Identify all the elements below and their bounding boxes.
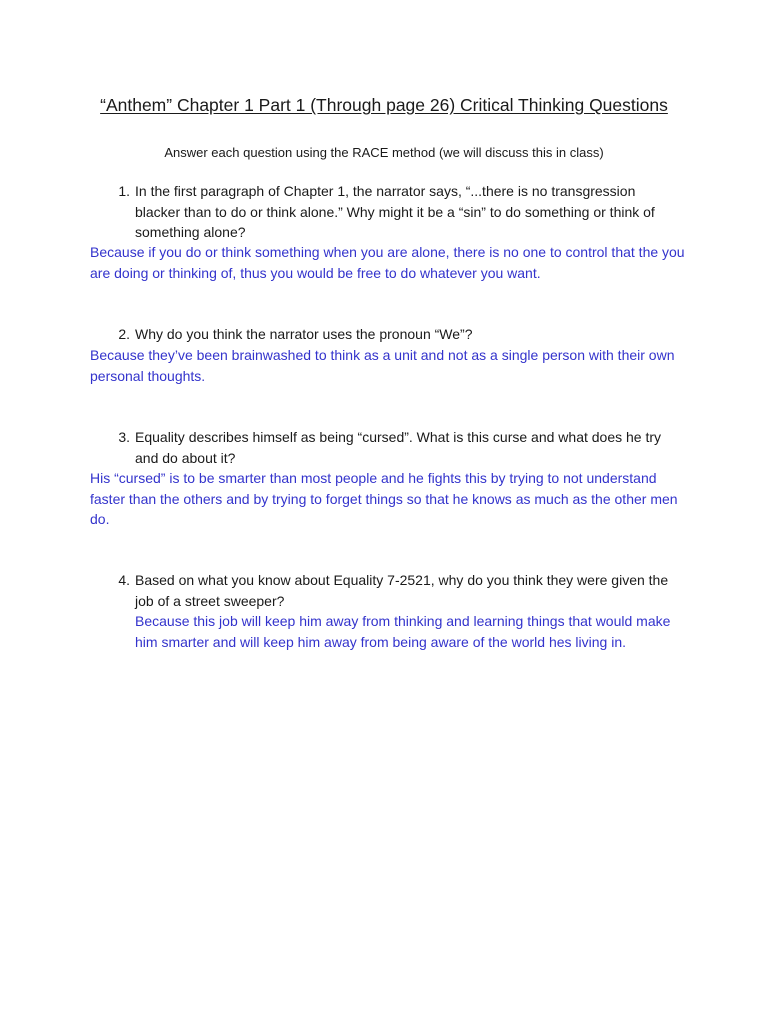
question-number: 1. (118, 183, 130, 199)
answer-4: Because this job will keep him away from thinking and learning things that would make him smarter and will keep him away from being aware of the world hes living in. (135, 613, 671, 650)
question-number: 2. (118, 326, 130, 342)
answer-1: Because if you do or think something when you are alone, there is no one to control that the you are doing or thinking of, thus you would be free to do whatever you want. (90, 244, 685, 281)
question-text: Why do you think the narrator uses the pronoun “We”? (135, 326, 473, 342)
question-4 (118, 570, 675, 611)
question-3 (118, 427, 675, 468)
page-title: “Anthem” Chapter 1 Part 1 (Through page 26) Critical Thinking Questions (100, 95, 668, 115)
question-2 (118, 324, 675, 345)
question-number: 3. (118, 429, 130, 445)
answer-2: Because they’ve been brainwashed to think as a unit and not as a single person with their own personal thoughts. (90, 347, 675, 384)
question-number: 4. (118, 572, 130, 588)
question-text: Based on what you know about Equality 7-2521, why do you think they were given the job of a street sweeper? (135, 572, 669, 609)
question-text: In the first paragraph of Chapter 1, the narrator says, “...there is no transgression blacker than to do or think alone.” Why might it be a “sin” to do something or think of something alone? (135, 183, 655, 240)
instructions: Answer each question using the RACE method (we will discuss this in class) (164, 145, 604, 160)
question-text: Equality describes himself as being “cursed”. What is this curse and what does he try and do about it? (135, 429, 662, 466)
question-1 (118, 181, 675, 243)
answer-3: His “cursed” is to be smarter than most people and he fights this by trying to not understand faster than the others and by trying to forget things so that he knows as much as the other men do. (90, 470, 678, 527)
